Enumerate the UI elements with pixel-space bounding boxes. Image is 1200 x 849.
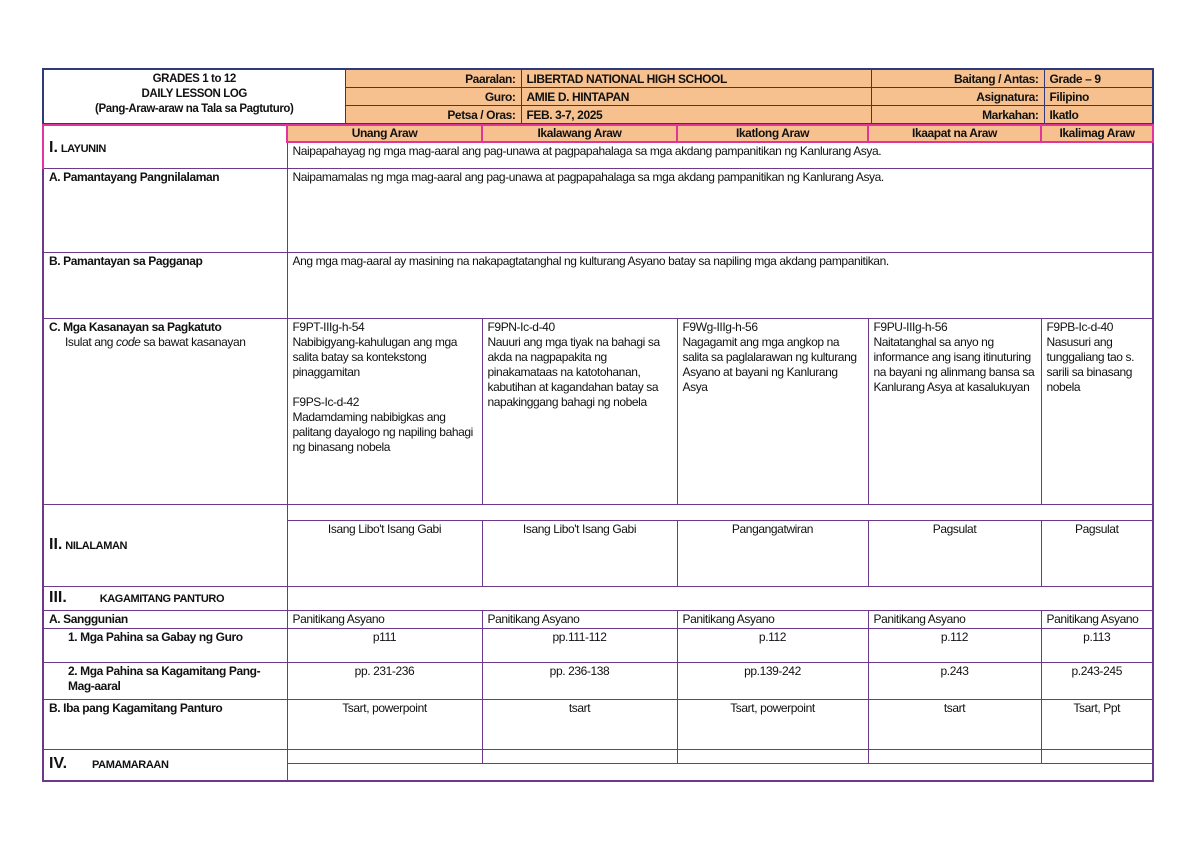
kasanayan-sub-prefix: Isulat ang (65, 334, 116, 349)
sanggunian-day-1: Panitikang Asyano (287, 610, 482, 628)
iba-pang-kagamitan-day-5: Tsart, Ppt (1041, 699, 1153, 749)
gabay-guro-day-3: p.112 (677, 628, 868, 662)
kagamitang-mag-aaral-day-3: pp.139-242 (677, 662, 868, 699)
subject-label: Asignatura: (871, 88, 1044, 106)
kasanayan-day-1-text-2: Madamdaming nabibigkas ang palitang dayalogo ng napiling bahagi ng binasang nobela (292, 409, 473, 454)
date-value: FEB. 3-7, 2025 (521, 106, 871, 125)
nilalaman-day-3: Pangangatwiran (677, 520, 868, 586)
kasanayan-day-5-code: F9PB-Ic-d-40 (1046, 319, 1114, 334)
kagamitang-mag-aaral-label: 2. Mga Pahina sa Kagamitang Pang-Mag-aaral (43, 662, 287, 699)
layunin-label (43, 125, 287, 168)
kasanayan-day-1-code-2: F9PS-Ic-d-42 (292, 394, 360, 409)
nilalaman-day-4: Pagsulat (868, 520, 1041, 586)
nilalaman-title: NILALAMAN (65, 539, 128, 552)
iba-pang-kagamitan-label: B. Iba pang Kagamitang Panturo (43, 699, 287, 749)
kasanayan-day-2-code: F9PN-Ic-d-40 (487, 319, 555, 334)
school-label: Paaralan: (345, 69, 521, 88)
lesson-log-header (42, 68, 1154, 125)
lesson-log-body (42, 124, 1154, 782)
gabay-guro-day-2: pp.111-112 (482, 628, 677, 662)
gabay-guro-day-5: p.113 (1041, 628, 1153, 662)
kagamitang-mag-aaral-day-4: p.243 (868, 662, 1041, 699)
layunin-roman: I. (49, 138, 58, 156)
kasanayan-day-5 (1041, 318, 1153, 504)
pamantayang-pangnilalaman-label: A. Pamantayang Pangnilalaman (43, 168, 287, 252)
pamamaraan-body (287, 763, 1153, 781)
iba-pang-kagamitan-day-4: tsart (868, 699, 1041, 749)
kasanayan-day-2-text: Nauuri ang mga tiyak na bahagi sa akda na nagpapakita ng pinakamataas na katotohanan, kabutihan at kagandahan batay sa napakinggang bahagi ng nobela (487, 334, 660, 409)
title-line-3: (Pang-Araw-araw na Tala sa Pagtuturo) (95, 103, 294, 115)
sanggunian-label: A. Sanggunian (43, 610, 287, 628)
teacher-label: Guro: (345, 88, 521, 106)
pamamaraan-label (43, 749, 287, 781)
school-value: LIBERTAD NATIONAL HIGH SCHOOL (521, 69, 871, 88)
day-header-5: Ikalimag Araw (1041, 125, 1153, 142)
kasanayan-day-1 (287, 318, 482, 504)
pamamaraan-day-2 (482, 749, 677, 763)
gabay-guro-day-1: p111 (287, 628, 482, 662)
pamantayan-pagganap-label: B. Pamantayan sa Pagganap (43, 252, 287, 318)
nilalaman-day-5: Pagsulat (1041, 520, 1153, 586)
kagamitang-mag-aaral-day-5: p.243-245 (1041, 662, 1153, 699)
kasanayan-day-2 (482, 318, 677, 504)
kasanayan-label-cell (43, 318, 287, 504)
sanggunian-day-2: Panitikang Asyano (482, 610, 677, 628)
kagamitan-label (43, 586, 287, 610)
kasanayan-sub-code: code (115, 334, 141, 349)
kagamitang-mag-aaral-day-1: pp. 231-236 (287, 662, 482, 699)
kasanayan-day-1-code: F9PT-IIIg-h-54 (292, 319, 365, 334)
nilalaman-spacer (287, 504, 1153, 520)
kasanayan-day-4-text: Naitatanghal sa anyo ng informance ang isang itinuturing na bayani ng alinmang bansa sa Kanlurang Asya at kasalukuyan (873, 334, 1035, 394)
kagamitang-mag-aaral-day-2: pp. 236-138 (482, 662, 677, 699)
title-line-1: GRADES 1 to 12 (152, 73, 236, 85)
gabay-guro-day-4: p.112 (868, 628, 1041, 662)
kagamitan-spacer (287, 586, 1153, 610)
kasanayan-day-4 (868, 318, 1041, 504)
kasanayan-sub (49, 335, 282, 350)
grade-value: Grade – 9 (1044, 69, 1153, 88)
kagamitan-roman: III. (49, 588, 67, 606)
quarter-value: Ikatlo (1044, 106, 1153, 125)
kasanayan-label: C. Mga Kasanayan sa Pagkatuto (49, 319, 222, 334)
kasanayan-day-3-text: Nagagamit ang mga angkop na salita sa paglalarawan ng kulturang Asyano at bayani ng Kanlurang Asya (682, 334, 857, 394)
nilalaman-label (43, 504, 287, 586)
layunin-title: LAYUNIN (60, 142, 106, 155)
date-label: Petsa / Oras: (345, 106, 521, 125)
pamamaraan-title: PAMAMARAAN (92, 759, 169, 772)
kasanayan-day-3-code: F9Wg-IIIg-h-56 (682, 319, 758, 334)
kasanayan-day-4-code: F9PU-IIIg-h-56 (873, 319, 948, 334)
quarter-label: Markahan: (871, 106, 1044, 125)
nilalaman-day-2: Isang Libo't Isang Gabi (482, 520, 677, 586)
nilalaman-roman: II. (49, 535, 63, 553)
sanggunian-day-5: Panitikang Asyano (1041, 610, 1153, 628)
layunin-text: Naipapahayag ng mga mag-aaral ang pag-unawa at pagpapahalaga sa mga akdang pampanitikan ng Kanlurang Asya. (287, 142, 1153, 168)
kasanayan-day-1-text: Nabibigyang-kahulugan ang mga salita batay sa kontekstong pinaggamitan (292, 334, 458, 379)
day-header-1: Unang Araw (287, 125, 482, 142)
day-header-4: Ikaapat na Araw (868, 125, 1041, 142)
subject-value: Filipino (1044, 88, 1153, 106)
grade-label: Baitang / Antas: (871, 69, 1044, 88)
title-line-2: DAILY LESSON LOG (141, 88, 247, 100)
iba-pang-kagamitan-day-3: Tsart, powerpoint (677, 699, 868, 749)
kasanayan-day-3 (677, 318, 868, 504)
kasanayan-day-5-text: Nasusuri ang tunggaliang tao s. sarili sa binasang nobela (1046, 334, 1135, 394)
kasanayan-sub-suffix: sa bawat kasanayan (140, 334, 246, 349)
iba-pang-kagamitan-day-1: Tsart, powerpoint (287, 699, 482, 749)
pamamaraan-day-1 (287, 749, 482, 763)
sanggunian-day-4: Panitikang Asyano (868, 610, 1041, 628)
day-header-3: Ikatlong Araw (677, 125, 868, 142)
pamantayang-pangnilalaman-text: Naipamamalas ng mga mag-aaral ang pag-unawa at pagpapahalaga sa mga akdang pampanitikan ng Kanlurang Asya. (287, 168, 1153, 252)
pamamaraan-day-3 (677, 749, 868, 763)
kagamitan-title: KAGAMITANG PANTURO (99, 592, 225, 605)
log-title (43, 69, 345, 124)
gabay-guro-label: 1. Mga Pahina sa Gabay ng Guro (43, 628, 287, 662)
pamamaraan-roman: IV. (49, 755, 68, 773)
nilalaman-day-1: Isang Libo't Isang Gabi (287, 520, 482, 586)
pamantayan-pagganap-text: Ang mga mag-aaral ay masining na nakapagtatanghal ng kulturang Asyano batay sa napiling mga akdang pampanitikan. (287, 252, 1153, 318)
pamamaraan-day-5 (1041, 749, 1153, 763)
pamamaraan-day-4 (868, 749, 1041, 763)
iba-pang-kagamitan-day-2: tsart (482, 699, 677, 749)
day-header-2: Ikalawang Araw (482, 125, 677, 142)
sanggunian-day-3: Panitikang Asyano (677, 610, 868, 628)
teacher-value: AMIE D. HINTAPAN (521, 88, 871, 106)
